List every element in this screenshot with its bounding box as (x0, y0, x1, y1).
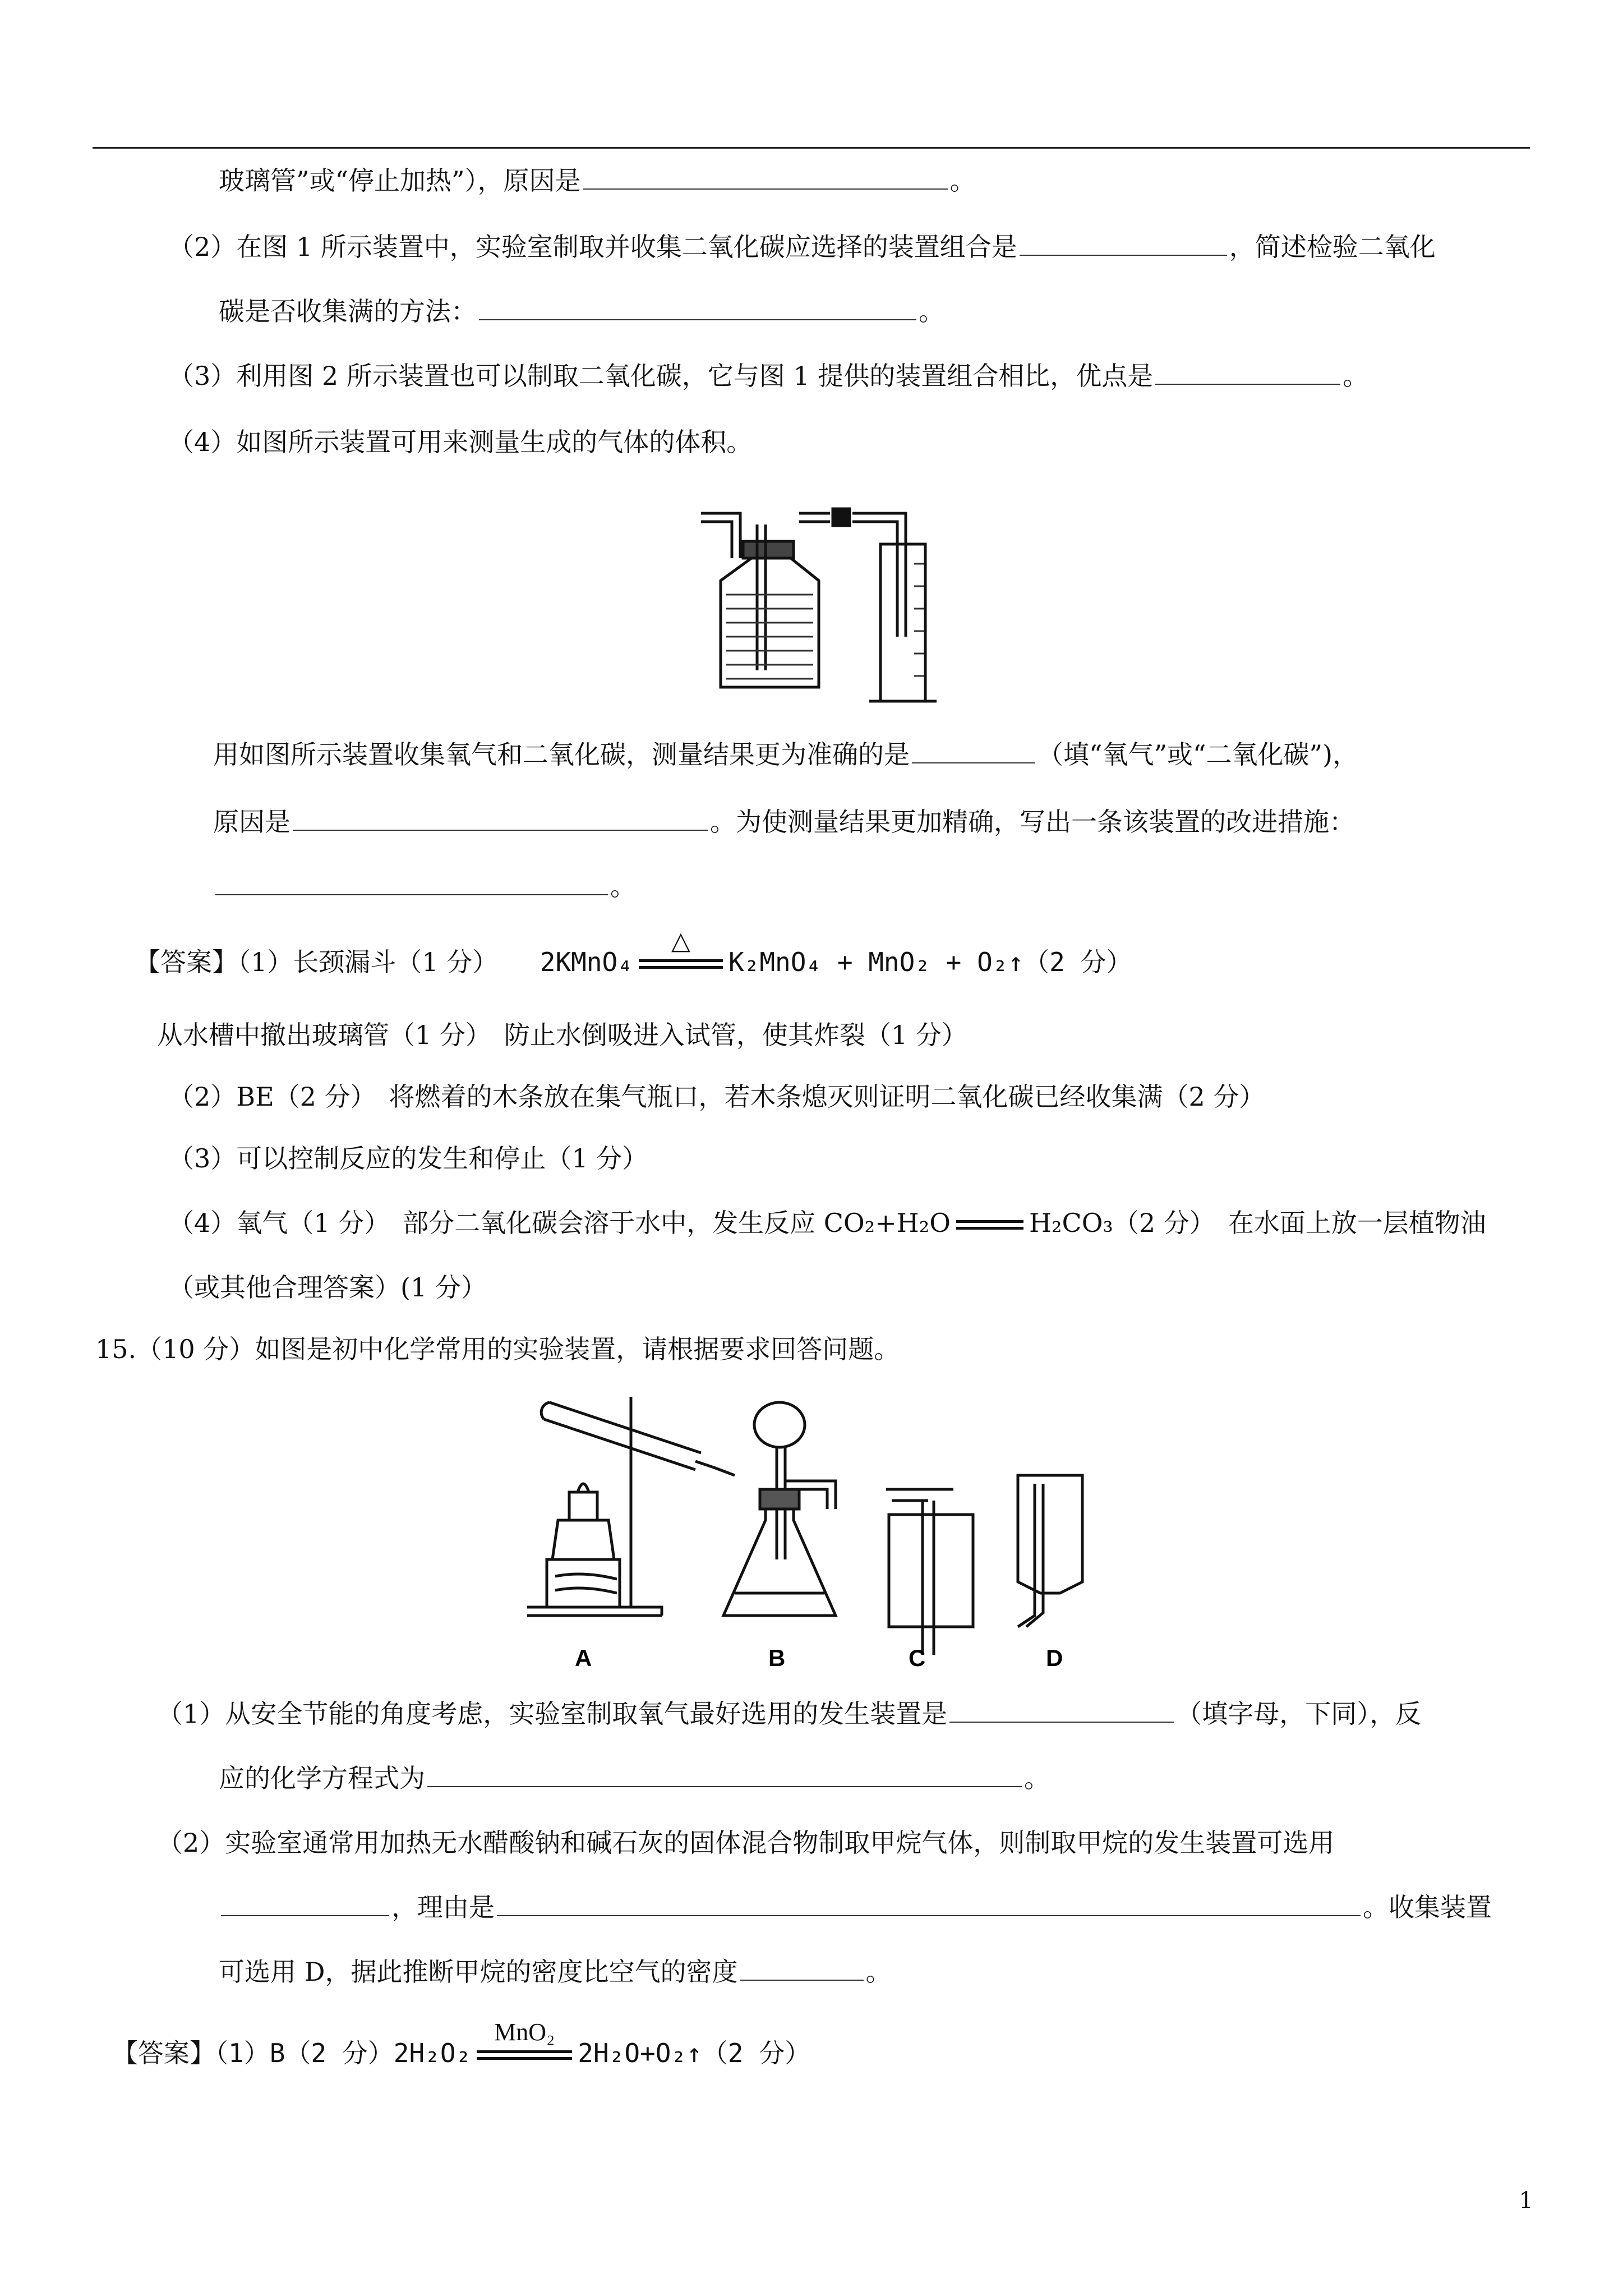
apparatus-label-b: B (768, 1645, 786, 1671)
question-line-5: （4）如图所示装置可用来测量生成的气体的体积。 (168, 427, 753, 457)
answer-tag: 【答案】 (112, 2038, 215, 2068)
question-line-4: （3）利用图 2 所示装置也可以制取二氧化碳，它与图 1 提供的装置组合相比，优点是 。 (168, 361, 1369, 391)
question-line-8: 。 (213, 869, 636, 903)
answer-blank[interactable] (427, 1765, 1022, 1787)
answer-line-2: 从水槽中撤出玻璃管（1 分） 防止水倒吸进入试管，使其炸裂（1 分） (157, 1020, 967, 1050)
question-line-3: 碳是否收集满的方法： 。 (219, 296, 944, 326)
answer-line-3: （2）BE（2 分） 将燃着的木条放在集气瓶口，若木条熄灭则证明二氧化碳已经收集满（2 分） (168, 1082, 1265, 1112)
q15-line-1: （1）从安全节能的角度考虑，实验室制取氧气最好选用的发生装置是 （填字母，下同），反 (157, 1699, 1422, 1729)
page-number: 1 (1519, 2188, 1533, 2214)
apparatus-label-d: D (1046, 1645, 1063, 1671)
answer-line-6: （或其他合理答案）(1 分） (168, 1272, 487, 1303)
question-line-6: 用如图所示装置收集氧气和二氧化碳，测量结果更为准确的是 （填“氧气”或“二氧化碳”)， (213, 739, 1359, 770)
answer-blank[interactable] (1155, 362, 1340, 385)
answer-blank[interactable] (912, 741, 1035, 763)
question-line-7: 原因是 。为使测量结果更加精确，写出一条该装置的改进措施： (213, 807, 1355, 837)
reaction-equals-sign (956, 1218, 1023, 1232)
answer-blank[interactable] (497, 1894, 1361, 1916)
question-line-2: （2）在图 1 所示装置中，实验室制取并收集二氧化碳应选择的装置组合是 ，简述检验二氧化 (168, 232, 1436, 262)
answer-line-4: （3）可以控制反应的发生和停止（1 分） (168, 1143, 648, 1174)
answer-line-5: （4）氧气（1 分） 部分二氧化碳会溶于水中，发生反应 CO₂+H₂O H₂CO₃（2 分） 在水面上放一层植物油 (168, 1208, 1486, 1238)
question-line-1: 玻璃管”或“停止加热”），原因是 。 (219, 165, 976, 196)
q15-line-3: （2）实验室通常用加热无水醋酸钠和碱石灰的固体混合物制取甲烷气体，则制取甲烷的发生装置可选用 (157, 1828, 1335, 1858)
reaction-equals-sign: △ (639, 957, 723, 972)
apparatus-label-a: A (575, 1645, 592, 1671)
q15-line-4: ，理由是 。收集装置 (219, 1890, 1492, 1924)
gas-volume-apparatus-figure (690, 502, 937, 710)
answer-blank[interactable] (583, 167, 948, 190)
header-rule (93, 147, 1530, 149)
answer-blank[interactable] (1020, 233, 1227, 256)
answer-tag: 【答案】 (135, 947, 238, 977)
q15-line-5: 可选用 D，据此推断甲烷的密度比空气的密度 。 (219, 1957, 892, 1987)
answer-blank[interactable] (479, 298, 916, 320)
q15-line-2: 应的化学方程式为 。 (219, 1763, 1050, 1793)
answer-blank[interactable] (293, 808, 708, 831)
answer-blank[interactable] (949, 1700, 1174, 1723)
answer2-line-1: 【答案】（1）B（2 分）2H₂O₂ MnO₂ 2H₂O+O₂↑（2 分） (112, 2018, 811, 2068)
reaction-equals-sign: MnO₂ (477, 2048, 572, 2063)
answer-line-1: 【答案】（1）长颈漏斗（1 分） 2KMnO₄ △ K₂MnO₄ + MnO₂ + O₂↑（2 分） (135, 927, 1132, 977)
answer-blank[interactable] (215, 873, 608, 895)
question-15-heading: 15.（10 分）如图是初中化学常用的实验装置，请根据要求回答问题。 (95, 1334, 900, 1364)
answer-blank[interactable] (221, 1894, 389, 1916)
lab-apparatus-figure (522, 1391, 1138, 1672)
apparatus-label-c: C (909, 1645, 926, 1671)
answer-blank[interactable] (740, 1958, 864, 1981)
